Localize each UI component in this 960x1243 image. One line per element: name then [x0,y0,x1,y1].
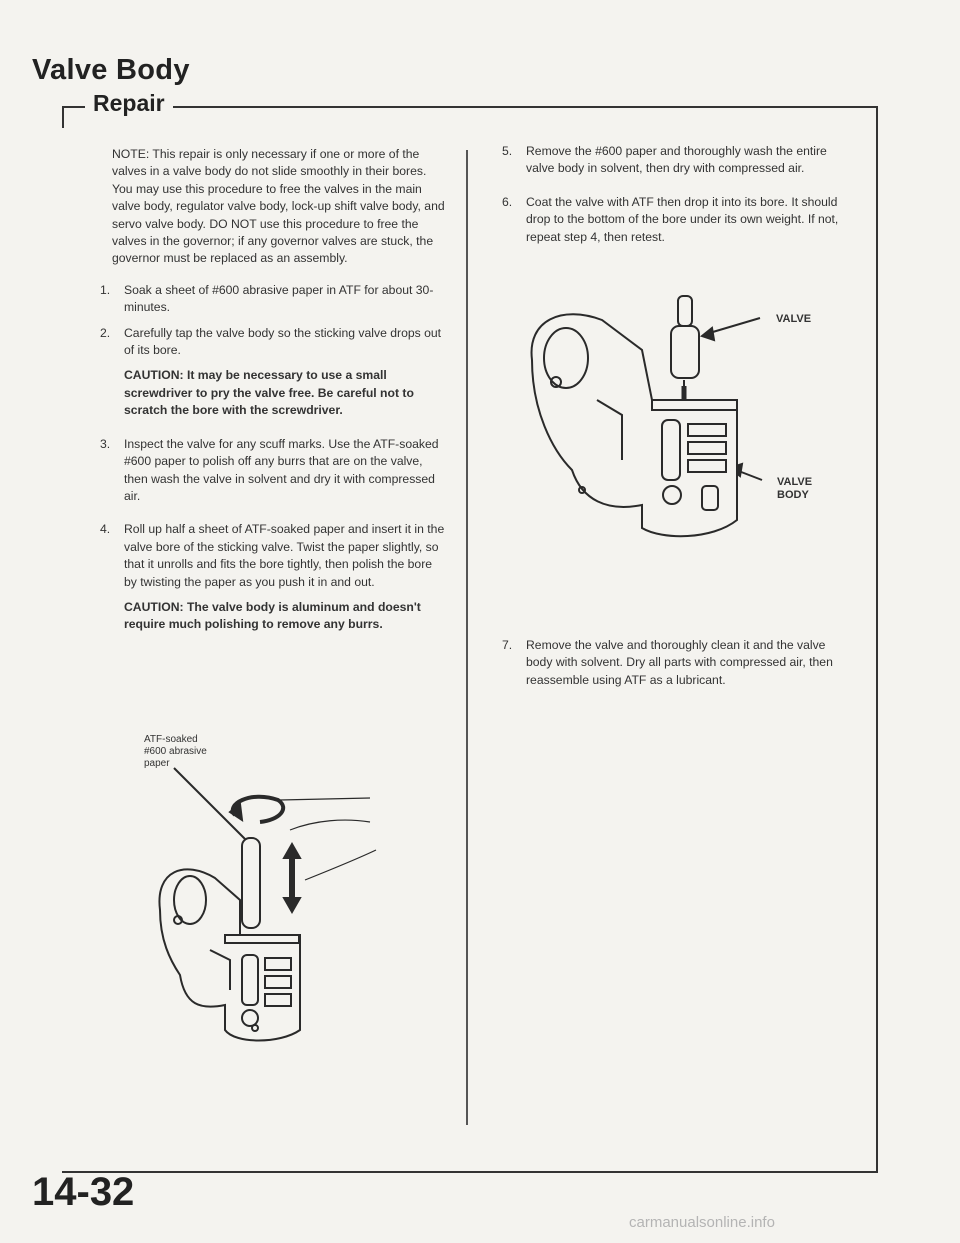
step-text: Soak a sheet of #600 abrasive paper in ATF for about 30-minutes. [124,282,434,315]
step-text: Coat the valve with ATF then drop it into its bore. It should drop to the bottom of the bore under its own weight. If not, repeat step 4, then retest. [526,194,839,244]
watermark: carmanualsonline.info [629,1214,775,1231]
step-number: 4. [100,522,111,537]
right-column-lower [502,637,848,697]
step-number: 7. [502,638,513,652]
step-6 [502,194,848,246]
step-text: Remove the valve and thoroughly clean it and the valve body with solvent. Dry all parts with compressed air, then reassemble using ATF as a lubricant. [526,638,833,687]
label-line: paper [144,758,170,769]
step-2 [100,325,448,360]
step-3 [100,436,448,506]
step-7 [502,637,848,689]
step-number: 2. [100,325,111,340]
label-line: BODY [777,489,809,501]
step-text: Inspect the valve for any scuff marks. Use the ATF-soaked #600 paper to polish off any burrs that are on the valve, then wash the valve in solvent and dry it with compressed air. [124,436,439,503]
repair-note: NOTE: This repair is only necessary if one or more of the valves in a valve body do not slide smoothly in their bores. You may use this procedure to free the valves in the main valve body, regulator valve body, lock-up shift valve body, and servo valve body. DO NOT use this procedure to free the valves in the governor; if any governor valves are stuck, the governor must be replaced as an assembly. [112,147,445,266]
step-number: 6. [502,194,513,209]
left-column [100,146,448,650]
section-title: Repair [85,90,173,117]
column-divider [466,150,468,1125]
page-title: Valve Body [32,54,190,86]
valve-insertion-illustration [522,290,772,550]
step-number: 1. [100,282,111,297]
figure-label-valve [776,313,811,326]
frame-corner [62,106,64,128]
step-1 [100,282,448,317]
label-line: VALVE [777,476,813,488]
label-line: ATF-soaked [144,734,198,745]
caution-screwdriver: CAUTION: It may be necessary to use a small screwdriver to pry the valve free. Be careful not to scratch the bore with the screwdriver. [124,368,414,418]
step-4 [100,521,448,591]
valve-label: VALVE [776,313,812,325]
valve-body-polishing-illustration [130,760,380,1050]
step-number: 3. [100,436,111,451]
step-text: Roll up half a sheet of ATF-soaked paper and insert it in the valve bore of the sticking valve. Twist the paper slightly, so that it unrolls and fits the bore tightly, then polish the bore by twisting the paper as you push it in and out. [124,522,445,589]
right-column [502,143,848,254]
step-5 [502,143,848,178]
caution-aluminum: CAUTION: The valve body is aluminum and doesn't require much polishing to remove any burrs. [124,599,421,632]
step-number: 5. [502,144,513,158]
step-text: Remove the #600 paper and thoroughly wash the entire valve body in solvent, then dry with compressed air. [526,144,827,176]
label-line: #600 abrasive [144,746,207,757]
step-text: Carefully tap the valve body so the sticking valve drops out of its bore. [124,325,442,358]
page-number: 14-32 [32,1170,135,1214]
figure-label-valve-body [777,476,812,502]
